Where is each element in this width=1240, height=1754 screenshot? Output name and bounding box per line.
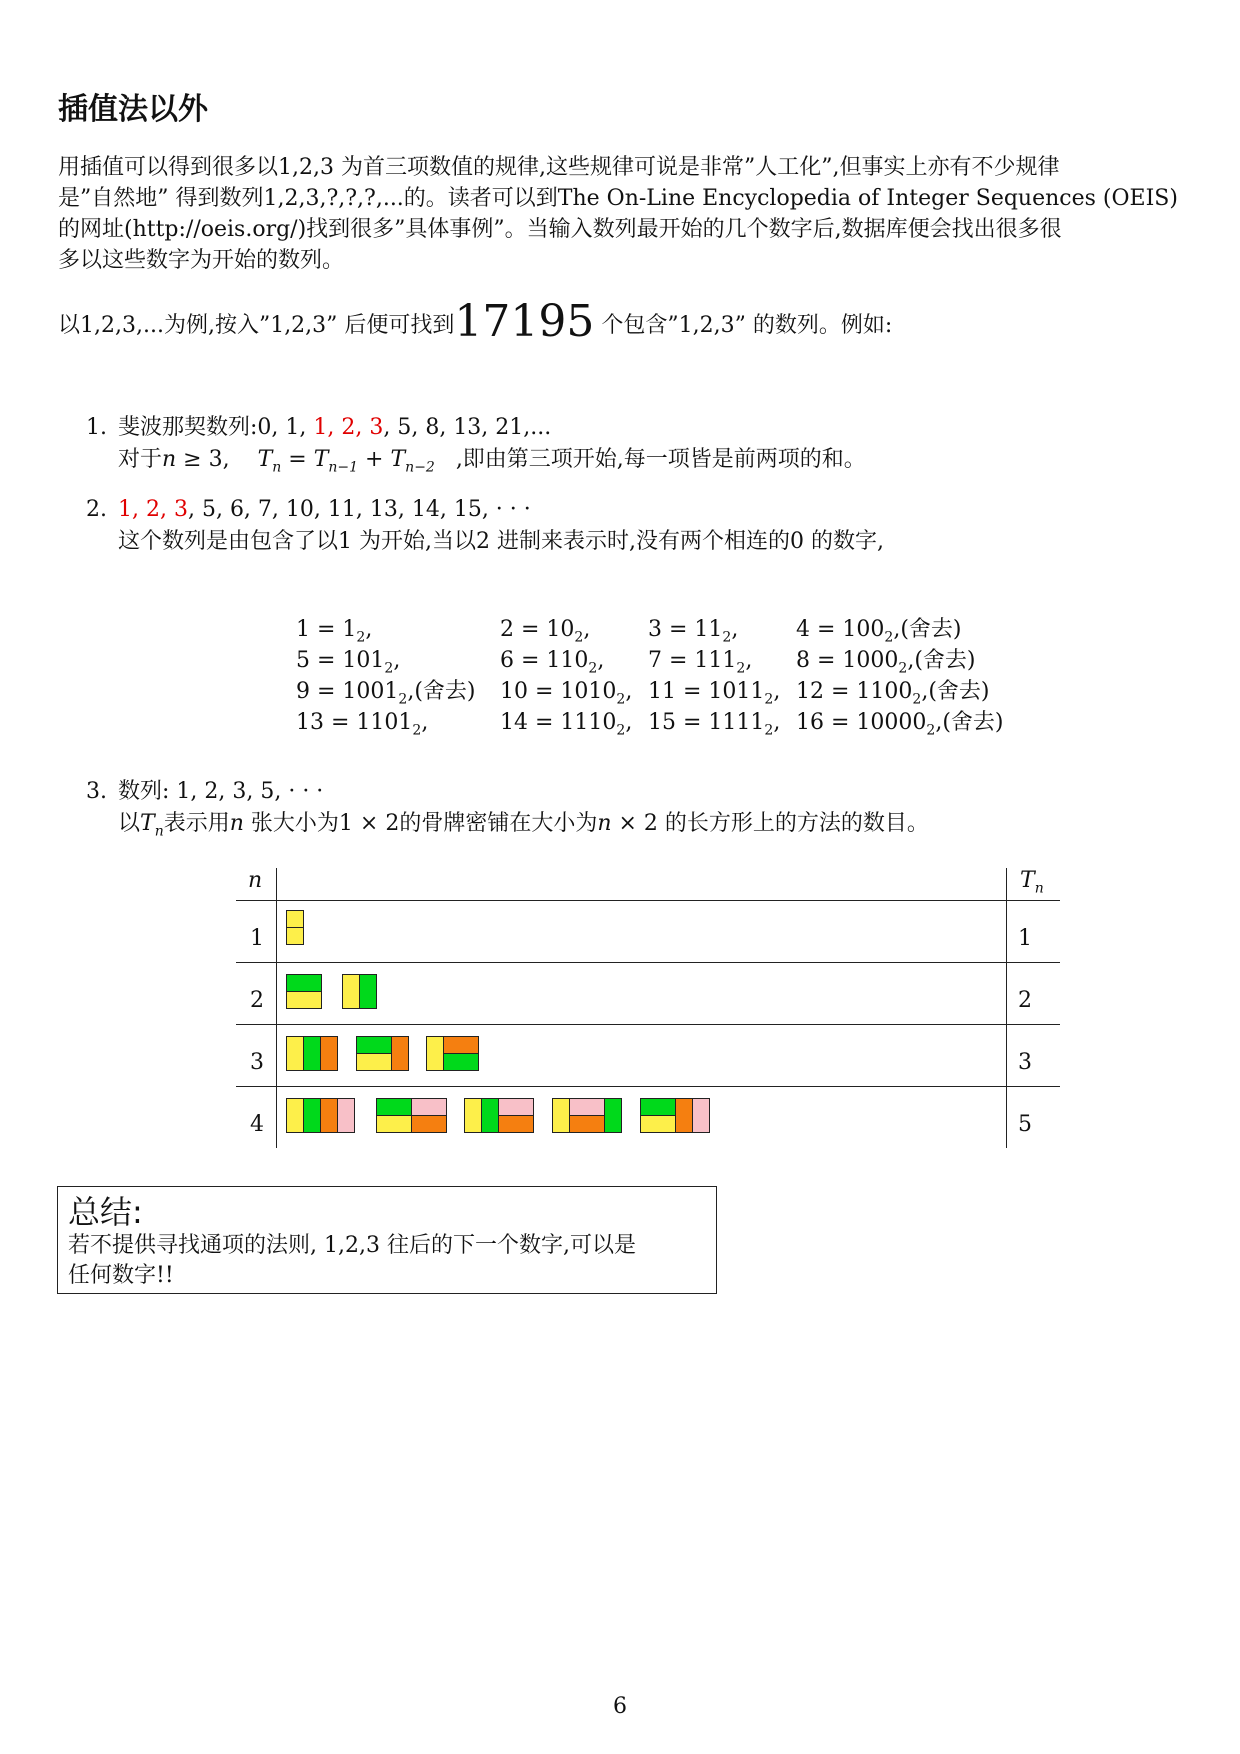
domino-tile [498, 1098, 534, 1116]
domino-tile [692, 1098, 710, 1133]
discard-note: (舍去) [928, 679, 990, 704]
binary-cell: 2 = 10 [500, 617, 575, 642]
summary-line: 任何数字!! [68, 1263, 174, 1288]
row-T: 1 [1018, 926, 1032, 951]
binary-sequence-text: , 5, 6, 7, 10, 11, 13, 14, 15, · · · [187, 497, 531, 522]
table-divider [276, 868, 277, 1148]
row-n: 1 [250, 926, 264, 951]
binary-cell: 10 = 1010 [500, 679, 617, 704]
table-rule [236, 1086, 1060, 1087]
domino-tile [569, 1098, 605, 1116]
header-T: $T_n$ [1020, 868, 1044, 897]
discard-note: (舍去) [414, 679, 476, 704]
domino-tile [481, 1098, 499, 1133]
domino-tile [320, 1036, 338, 1071]
table-rule [236, 900, 1060, 901]
binary-cell: 3 = 11 [648, 617, 723, 642]
intro-line: 用插值可以得到很多以1,2,3 为首三项数值的规律,这些规律可说是非常”人工化”,但事实上亦有不少规律 [58, 155, 1060, 180]
fibonacci-text-rest: , 5, 8, 13, 21,... [383, 415, 552, 440]
domino-tile [552, 1098, 570, 1133]
list-number: 2. [86, 497, 107, 522]
intro-line: 是”自然地” 得到数列1,2,3,?,?,?,...的。读者可以到The On-Line Encyclopedia of Integer Sequences (OEIS) [58, 186, 1178, 211]
example-text-before: 以1,2,3,...为例,按入”1,2,3” 后便可找到 [58, 313, 455, 338]
domino-tile [359, 974, 377, 1009]
binary-cell: 4 = 100 [796, 617, 885, 642]
fibonacci-recurrence: 对于n ≥ 3, $T_n = T_{n-1} + T_{n-2}$ ,即由第三项开始,每一项皆是前两项的和。 [118, 447, 866, 476]
domino-tile [675, 1098, 693, 1133]
table-divider [1006, 868, 1007, 1148]
discard-note: (舍去) [900, 617, 962, 642]
binary-description: 这个数列是由包含了以1 为开始,当以2 进制来表示时,没有两个相连的0 的数字, [118, 529, 884, 554]
highlighted-terms: 1, 2, 3 [118, 497, 188, 522]
binary-cell: 6 = 110 [500, 648, 589, 673]
domino-desc-part: 以 [118, 811, 141, 836]
domino-tile [356, 1053, 392, 1071]
binary-cell: 11 = 1011 [648, 679, 765, 704]
example-text-after: 个包含”1,2,3” 的数列。例如: [601, 313, 893, 338]
binary-cell: 14 = 1110 [500, 710, 617, 735]
binary-cell: 13 = 1101 [296, 710, 413, 735]
domino-tile [286, 927, 304, 945]
domino-tile [464, 1098, 482, 1133]
table-rule [236, 1024, 1060, 1025]
summary-line: 若不提供寻找通项的法则, 1,2,3 往后的下一个数字,可以是 [68, 1233, 636, 1258]
fibonacci-text: 斐波那契数列:0, 1, [118, 415, 314, 440]
intro-paragraph [58, 152, 1188, 276]
intro-line: 多以这些数字为开始的数列。 [58, 248, 345, 273]
example-paragraph [58, 296, 1188, 347]
discard-note: (舍去) [942, 710, 1004, 735]
domino-desc-part: × 2 的长方形上的方法的数目。 [611, 811, 929, 836]
intro-line: 的网址(http://oeis.org/)找到很多”具体事例”。当输入数列最开始的几个数字后,数据库便会找出很多很 [58, 217, 1062, 242]
domino-tile [443, 1036, 479, 1054]
domino-tile [376, 1098, 412, 1116]
recurrence-suffix: ,即由第三项开始,每一项皆是前两项的和。 [455, 447, 866, 472]
domino-tile [342, 974, 360, 1009]
domino-tile [391, 1036, 409, 1071]
binary-cell: 15 = 1111 [648, 710, 765, 735]
row-n: 3 [250, 1050, 264, 1075]
domino-tile [320, 1098, 338, 1133]
domino-tile [286, 1036, 304, 1071]
domino-description: 以$T_n$表示用n 张大小为1 × 2的骨牌密铺在大小为n × 2 的长方形上的方法的数目。 [118, 811, 929, 840]
binary-cell: 12 = 1100 [796, 679, 913, 704]
summary-box [57, 1186, 717, 1294]
row-n: 2 [250, 988, 264, 1013]
binary-cell: 8 = 1000 [796, 648, 899, 673]
domino-tile [411, 1098, 447, 1116]
page-number: 6 [613, 1694, 627, 1719]
domino-tile [286, 991, 322, 1009]
domino-tile [604, 1098, 622, 1133]
list-item-domino [86, 776, 929, 847]
domino-tile [286, 910, 304, 928]
domino-tile [426, 1036, 444, 1071]
row-T: 5 [1018, 1112, 1032, 1137]
binary-cell: 16 = 10000 [796, 710, 927, 735]
section-heading: 插值法以外 [58, 92, 208, 127]
domino-tile [303, 1098, 321, 1133]
table-rule [236, 962, 1060, 963]
document-page: 插值法以外 用插值可以得到很多以1,2,3 为首三项数值的规律,这些规律可说是非常”人工化”,但事实上亦有不少规律 是”自然地” 得到数列1,2,3,?,?,?,...的。读者可以到The On-Line Encyclopedia of Integer Sequences (OEIS) 的网址(http://oeis.org/)找到很多”具体事例”。当输入数列最开始的几个数字后,数据库便会找出很多很 多以这些数字为开始的数列。 以1,2,3,...为例,按入”1,2,3” 后便可找到17195 个包含”1,2,3” 的数列。例如: 1. 斐波那契数列:0, 1, 1, 2, 3, 5, 8, 13, 21,... 对于n ≥ 3, $T_n = T_{n-1} + T_{n-2}$ ,即由第三项开始,每一项皆是前两项的和。 2. 1, 2, 3, 5, 6, 7, 10, 11, 13, 14, 15, · · · 这个数列是由包含了以1 为开始,当以2 进制来表示时,没有两个相连的0 的数字, $1 = 1_2$, $2 = 10_2$, $3 = 11_2$, $4 = 100_2$,(舍去) $5 = 101_2$, $6 = 110_2$, $7 = 111_2$, $8 = 1000_2$,(舍去) $9 = 1001_2$,(舍去) $10 = 1010_2$, $11 = 1011_2$, $12 = 1100_2$,(舍去) $13 = 1101_2$, $14 = 1110_2$, $15 = 1111_2$, $16 = 10000_2$,(舍去) 3. 数列: 1, 2, 3, 5, · · · 以$T_n$表示用n 张大小为1 × 2的骨牌密铺在大小为n × 2 的长方形上的方法的数目。 n $T_n$ 1 2 3 4 1 2 3 5 总结: 若不提供寻找通项的法则, 1,2,3 往后的下一个数字,可以是 任何数字!! 6 [0, 0, 1240, 1754]
list-item-binary [86, 494, 884, 558]
domino-tile [337, 1098, 355, 1133]
row-T: 3 [1018, 1050, 1032, 1075]
domino-tile [286, 974, 322, 992]
domino-sequence-text: 数列: 1, 2, 3, 5, · · · [118, 779, 324, 804]
domino-tile [640, 1115, 676, 1133]
domino-desc-part: 张大小为1 × 2的骨牌密铺在大小为 [243, 811, 598, 836]
summary-title: 总结: [68, 1193, 143, 1231]
domino-tiling-table [236, 868, 1060, 1148]
domino-tile [303, 1036, 321, 1071]
binary-cell: 9 = 1001 [296, 679, 399, 704]
header-n: n [248, 868, 263, 893]
sequence-count: 17195 [454, 296, 595, 347]
domino-tile [498, 1115, 534, 1133]
domino-tile [640, 1098, 676, 1116]
recurrence-prefix: 对于 [118, 447, 163, 472]
domino-desc-part: 表示用 [163, 811, 230, 836]
domino-tile [376, 1115, 412, 1133]
binary-cell: 5 = 101 [296, 648, 385, 673]
row-T: 2 [1018, 988, 1032, 1013]
domino-tile [356, 1036, 392, 1054]
list-number: 3. [86, 779, 107, 804]
domino-tile [443, 1053, 479, 1071]
domino-tile [411, 1115, 447, 1133]
domino-tile [286, 1098, 304, 1133]
list-number: 1. [86, 415, 107, 440]
domino-tile [569, 1115, 605, 1133]
row-n: 4 [250, 1112, 264, 1137]
discard-note: (舍去) [914, 648, 976, 673]
binary-cell: 1 = 1 [296, 617, 357, 642]
list-item-fibonacci [86, 412, 866, 483]
highlighted-terms: 1, 2, 3 [313, 415, 384, 440]
binary-cell: 7 = 111 [648, 648, 737, 673]
